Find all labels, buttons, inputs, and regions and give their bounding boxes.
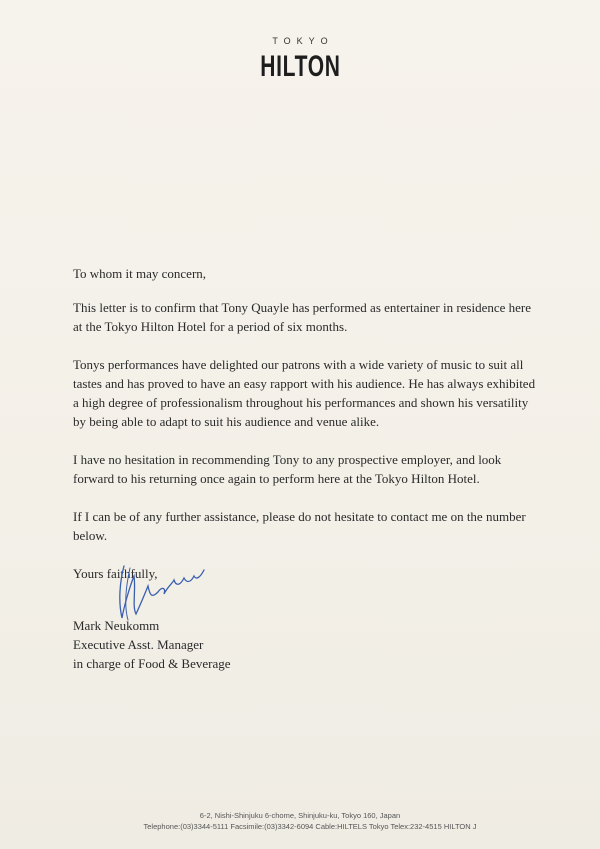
hilton-logo: HILTON <box>259 50 341 83</box>
letterhead-footer <box>0 810 600 832</box>
signatory-department: in charge of Food & Beverage <box>73 656 231 671</box>
letterhead-city: TOKYO <box>272 36 334 46</box>
letter-body <box>73 264 543 583</box>
letterhead <box>0 36 600 82</box>
footer-address: 6-2, Nishi-Shinjuku 6-chome, Shinjuku-ku, Tokyo 160, Japan <box>199 811 401 820</box>
salutation: To whom it may concern, <box>73 266 207 281</box>
paragraph-assistance: If I can be of any further assistance, please do not hesitate to contact me on the number below. <box>73 509 526 543</box>
paragraph-confirmation: This letter is to confirm that Tony Quayle has performed as entertainer in residence here at the Tokyo Hilton Hotel for a period of six months. <box>73 300 532 334</box>
paragraph-recommendation: I have no hesitation in recommending Tony to any prospective employer, and look forward to his returning once again to perform here at the Tokyo Hilton Hotel. <box>73 452 502 486</box>
footer-contact: Telephone:(03)3344-5111 Facsimile:(03)3342-6094 Cable:HILTELS Tokyo Telex:232-4515 HILTON J <box>143 822 477 831</box>
paragraph-performance: Tonys performances have delighted our patrons with a wide variety of music to suit all tastes and has proved to have an easy rapport with his audience. He has always exhibited a high degree of professionalism throughout his performances and shown his versatility by being able to adapt to suit his audience and venue alike. <box>73 357 536 429</box>
signatory-name: Mark Neukomm <box>73 618 160 633</box>
closing: Yours faithfully, <box>73 566 158 581</box>
signatory-title: Executive Asst. Manager <box>73 637 204 652</box>
signature-block <box>73 616 231 673</box>
